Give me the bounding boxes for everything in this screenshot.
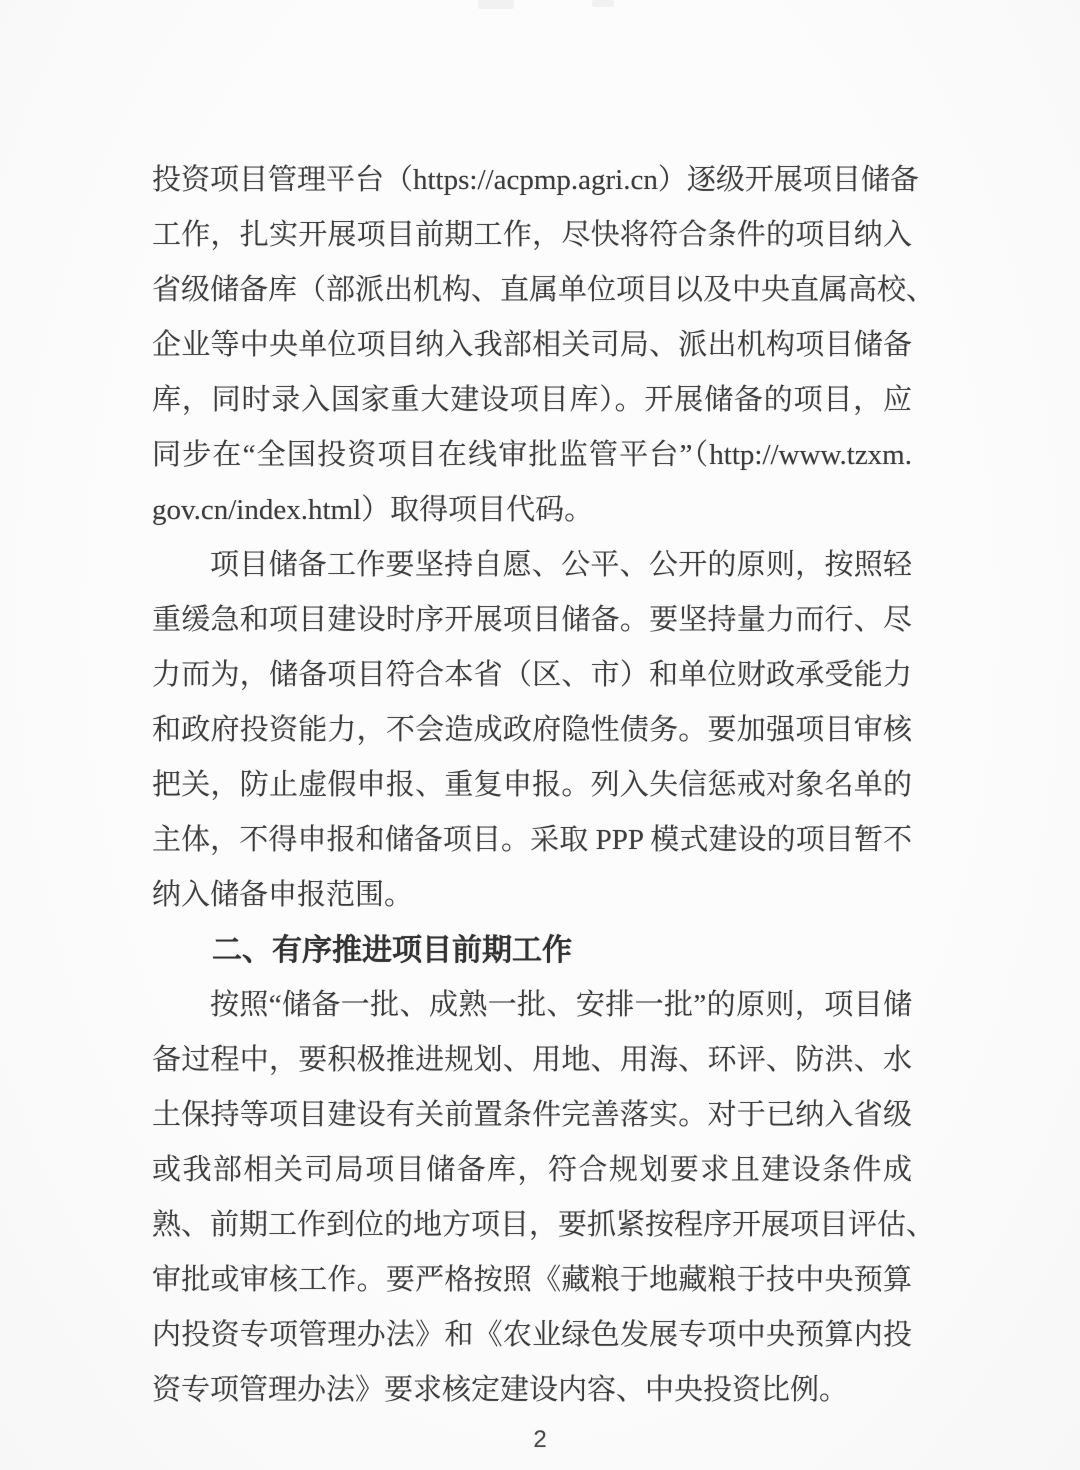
text-line: 资专项管理办法》要求核定建设内容、中央投资比例。 <box>152 1374 849 1406</box>
paragraph <box>152 538 912 923</box>
text-line: 工作，扎实开展项目前期工作，尽快将符合条件的项目纳入 <box>152 219 912 251</box>
scan-artifact <box>592 0 614 7</box>
text-line: 省级储备库（部派出机构、直属单位项目以及中央直属高校、 <box>152 274 936 306</box>
heading-line: 二、有序推进项目前期工作 <box>212 934 572 967</box>
paragraph <box>152 153 936 538</box>
text-line: 土保持等项目建设有关前置条件完善落实。对于已纳入省级 <box>152 1099 912 1131</box>
page-number: 2 <box>533 1426 547 1453</box>
section-heading <box>152 923 912 978</box>
text-line: 重缓急和项目建设时序开展项目储备。要坚持量力而行、尽 <box>152 604 912 636</box>
text-line: 按照“储备一批、成熟一批、安排一批”的原则，项目储 <box>210 989 912 1021</box>
text-line: 备过程中，要积极推进规划、用地、用海、环评、防洪、水 <box>152 1044 912 1076</box>
text-line: gov.cn/index.html）取得项目代码。 <box>152 494 594 526</box>
text-line: 内投资专项管理办法》和《农业绿色发展专项中央预算内投 <box>152 1319 912 1351</box>
text-line: 或我部相关司局项目储备库，符合规划要求且建设条件成 <box>152 1154 912 1186</box>
text-line: 把关，防止虚假申报、重复申报。列入失信惩戒对象名单的 <box>152 769 912 801</box>
document-body <box>152 153 936 1418</box>
text-line: 熟、前期工作到位的地方项目，要抓紧按程序开展项目评估、 <box>152 1209 936 1241</box>
text-line: 和政府投资能力，不会造成政府隐性债务。要加强项目审核 <box>152 714 912 746</box>
text-line: 力而为，储备项目符合本省（区、市）和单位财政承受能力 <box>152 659 912 691</box>
text-line: 库，同时录入国家重大建设项目库）。开展储备的项目，应 <box>152 384 912 416</box>
paragraph <box>152 978 936 1418</box>
text-line: 投资项目管理平台（https://acpmp.agri.cn）逐级开展项目储备 <box>152 164 919 196</box>
text-line: 企业等中央单位项目纳入我部相关司局、派出机构项目储备 <box>152 329 912 361</box>
text-line: 同步在“全国投资项目在线审批监管平台”（http://www.tzxm. <box>152 439 912 471</box>
text-line: 项目储备工作要坚持自愿、公平、公开的原则，按照轻 <box>210 549 912 581</box>
text-line: 主体，不得申报和储备项目。采取 PPP 模式建设的项目暂不 <box>152 824 912 856</box>
text-line: 审批或审核工作。要严格按照《藏粮于地藏粮于技中央预算 <box>152 1264 912 1296</box>
text-line: 纳入储备申报范围。 <box>152 879 414 911</box>
scan-artifact <box>478 0 514 9</box>
